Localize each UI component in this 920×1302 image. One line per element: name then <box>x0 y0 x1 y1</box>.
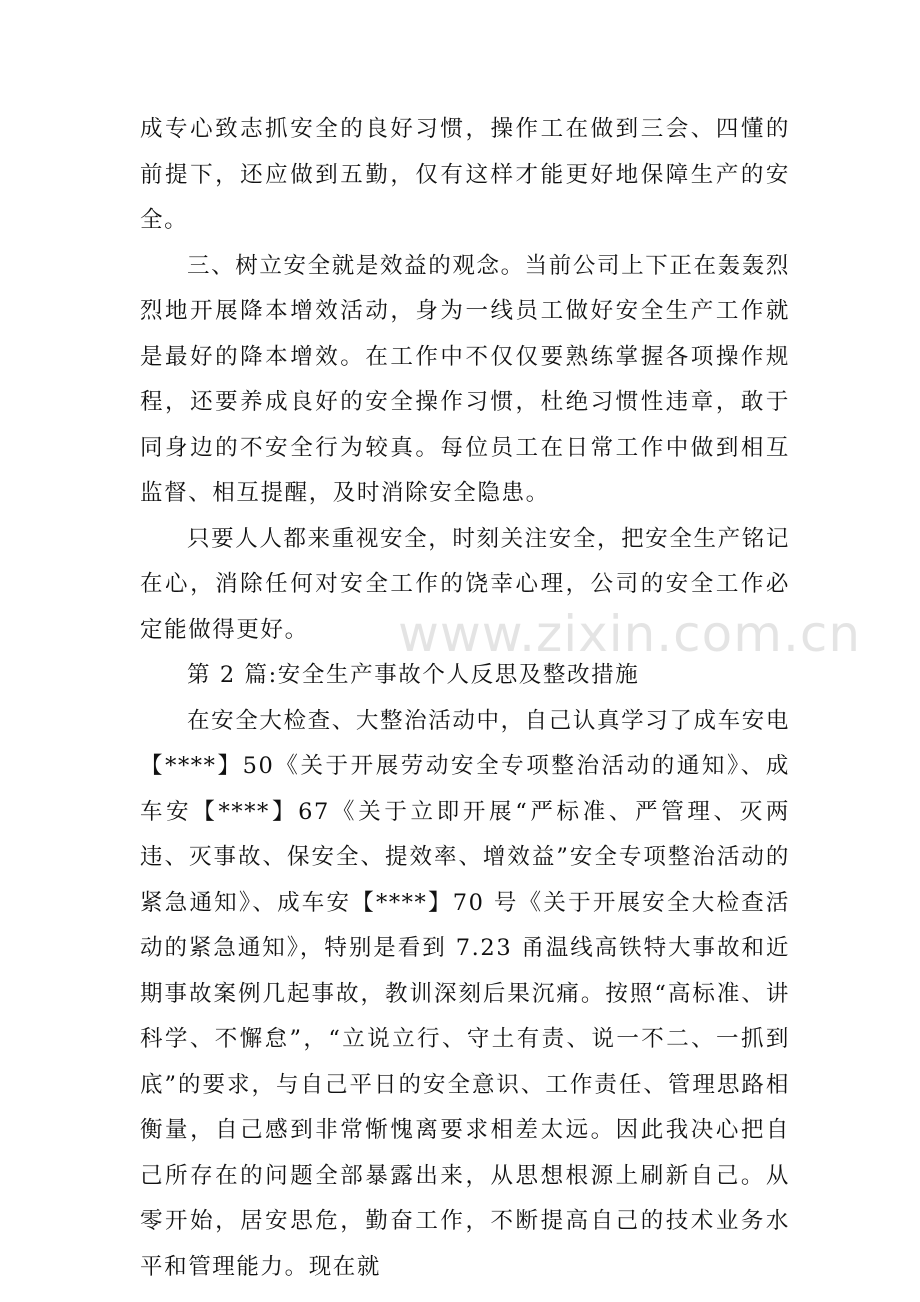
paragraph-conclusion: 只要人人都来重视安全，时刻关注安全，把安全生产铭记在心，消除任何对安全工作的饶幸心理，公司的安全工作必定能做得更好。 <box>140 525 790 643</box>
paragraph-reflection: 在安全大检查、大整治活动中，自己认真学习了成车安电【****】50《关于开展劳动安全专项整治活动的通知》、成车安【****】67《关于立即开展“严标准、严管理、灭两违、灭事故、保安全、提效率、增效益”安全专项整治活动的紧急通知》、成车安【****】70 号《关于开展安全大检查活动的紧急通知》，特别是看到 7.23 甬温线高铁特大事故和近期事故案例几起事故，教训深刻后果沉痛。按照“高标准、讲科学、不懈怠”，“立说立行、守土有责、说一不二、一抓到底”的要求，与自己平日的安全意识、工作责任、管理思路相衡量，自己感到非常惭愧离要求相差太远。因此我决心把自己所存在的问题全部暴露出来，从思想根源上刷新自己。从零开始，居安思危，勤奋工作，不断提高自己的技术业务水平和管理能力。现在就 <box>140 707 790 1280</box>
watermark-text: www.zixin.com.cn <box>398 605 862 663</box>
text-column <box>140 107 790 1290</box>
paragraph-safety-benefit: 三、树立安全就是效益的观念。当前公司上下正在轰轰烈烈地开展降本增效活动，身为一线员工做好安全生产工作就是最好的降本增效。在工作中不仅仅要熟练掌握各项操作规程，还要养成良好的安全操作习惯，杜绝习惯性违章，敢于同身边的不安全行为较真。每位员工在日常工作中做到相互监督、相互提醒，及时消除安全隐患。 <box>140 252 790 506</box>
paragraph-continuation: 成专心致志抓安全的良好习惯，操作工在做到三会、四懂的前提下，还应做到五勤，仅有这样才能更好地保障生产的安全。 <box>140 116 790 233</box>
section-heading: 第 2 篇:安全生产事故个人反思及整改措施 <box>187 662 640 688</box>
